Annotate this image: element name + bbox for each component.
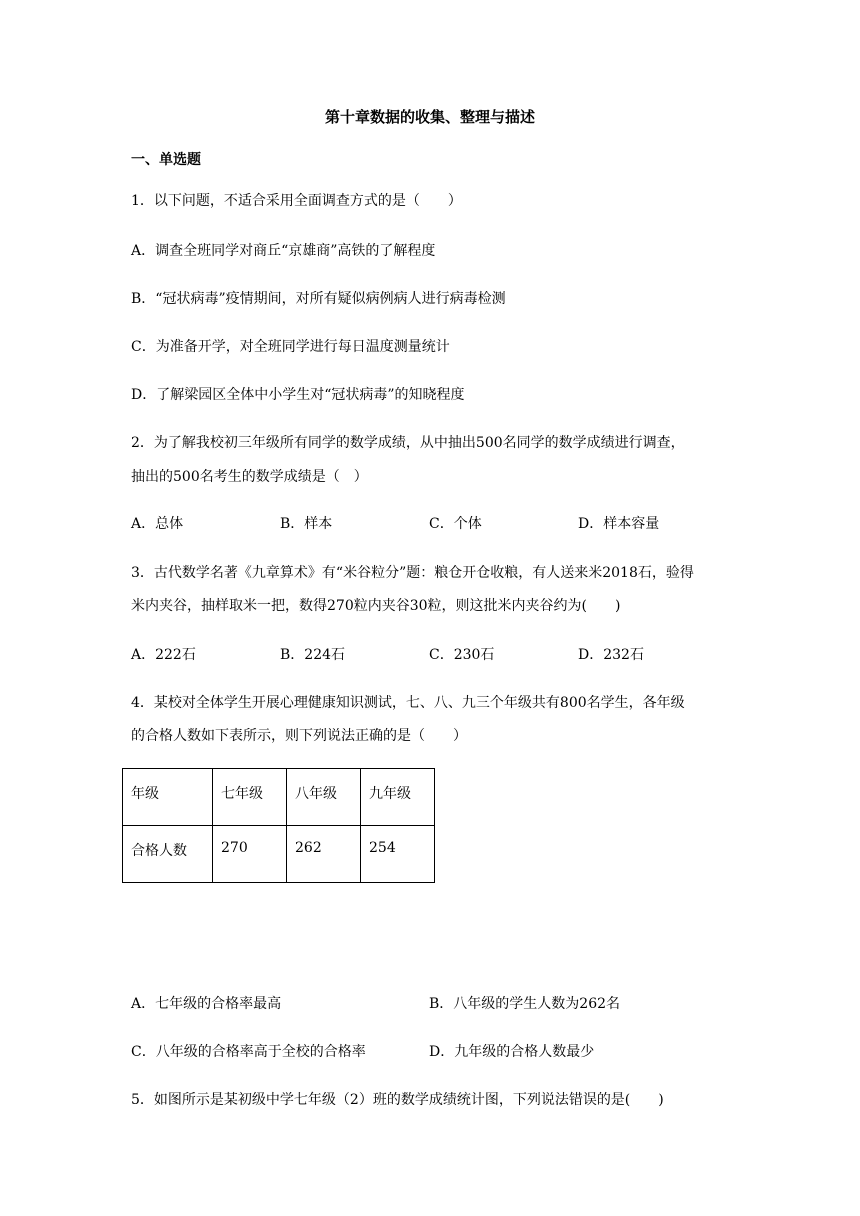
table-cell: 262 bbox=[287, 826, 361, 883]
section-heading: 一、单选题 bbox=[131, 152, 201, 168]
question-3-option-d: D．232石 bbox=[578, 647, 644, 663]
table-cell: 270 bbox=[213, 826, 287, 883]
question-4-option-d: D．九年级的合格人数最少 bbox=[429, 1044, 595, 1060]
table-cell: 年级 bbox=[123, 769, 213, 826]
question-3-option-c: C．230石 bbox=[429, 647, 495, 663]
question-2-option-b: B．样本 bbox=[280, 516, 333, 532]
table-cell: 合格人数 bbox=[123, 826, 213, 883]
question-2-option-a: A．总体 bbox=[131, 516, 184, 532]
question-1-option-d: D．了解梁园区全体中小学生对“冠状病毒”的知晓程度 bbox=[131, 387, 465, 403]
question-4-stem-line-1: 4．某校对全体学生开展心理健康知识测试，七、八、九三个年级共有800名学生，各年级 bbox=[131, 695, 685, 711]
question-3-stem-line-1: 3．古代数学名著《九章算术》有“米谷粒分”题：粮仓开仓收粮，有人送来米2018石，验得 bbox=[131, 565, 694, 581]
question-4-option-a: A．七年级的合格率最高 bbox=[131, 996, 282, 1012]
question-2-option-d: D．样本容量 bbox=[578, 516, 660, 532]
question-4-stem-line-2: 的合格人数如下表所示，则下列说法正确的是（ ） bbox=[131, 728, 467, 744]
question-1-stem: 1．以下问题，不适合采用全面调查方式的是（ ） bbox=[131, 193, 462, 209]
question-4-option-b: B．八年级的学生人数为262名 bbox=[429, 996, 621, 1012]
table-cell: 254 bbox=[361, 826, 435, 883]
question-3-stem-line-2: 米内夹谷，抽样取米一把，数得270粒内夹谷30粒，则这批米内夹谷约为( ) bbox=[131, 598, 621, 614]
document-title: 第十章数据的收集、整理与描述 bbox=[324, 108, 535, 126]
question-3-option-b: B．224石 bbox=[280, 647, 346, 663]
grade-pass-table bbox=[122, 768, 435, 883]
question-1-option-c: C．为准备开学，对全班同学进行每日温度测量统计 bbox=[131, 339, 450, 355]
question-4-option-c: C．八年级的合格率高于全校的合格率 bbox=[131, 1044, 366, 1060]
table-header-row bbox=[123, 769, 435, 826]
question-1-option-b: B．“冠状病毒”疫情期间，对所有疑似病例病人进行病毒检测 bbox=[131, 291, 506, 307]
table-cell: 九年级 bbox=[361, 769, 435, 826]
question-2-option-c: C．个体 bbox=[429, 516, 482, 532]
question-2-stem-line-2: 抽出的500名考生的数学成绩是（ ） bbox=[131, 469, 368, 485]
table-cell: 八年级 bbox=[287, 769, 361, 826]
question-1-option-a: A．调查全班同学对商丘“京雄商”高铁的了解程度 bbox=[131, 243, 436, 259]
question-2-stem-line-1: 2．为了解我校初三年级所有同学的数学成绩，从中抽出500名同学的数学成绩进行调查， bbox=[131, 435, 685, 451]
question-5-stem: 5．如图所示是某初级中学七年级（2）班的数学成绩统计图，下列说法错误的是( ) bbox=[131, 1092, 664, 1108]
question-3-option-a: A．222石 bbox=[131, 647, 196, 663]
table-cell: 七年级 bbox=[213, 769, 287, 826]
table-row bbox=[123, 826, 435, 883]
